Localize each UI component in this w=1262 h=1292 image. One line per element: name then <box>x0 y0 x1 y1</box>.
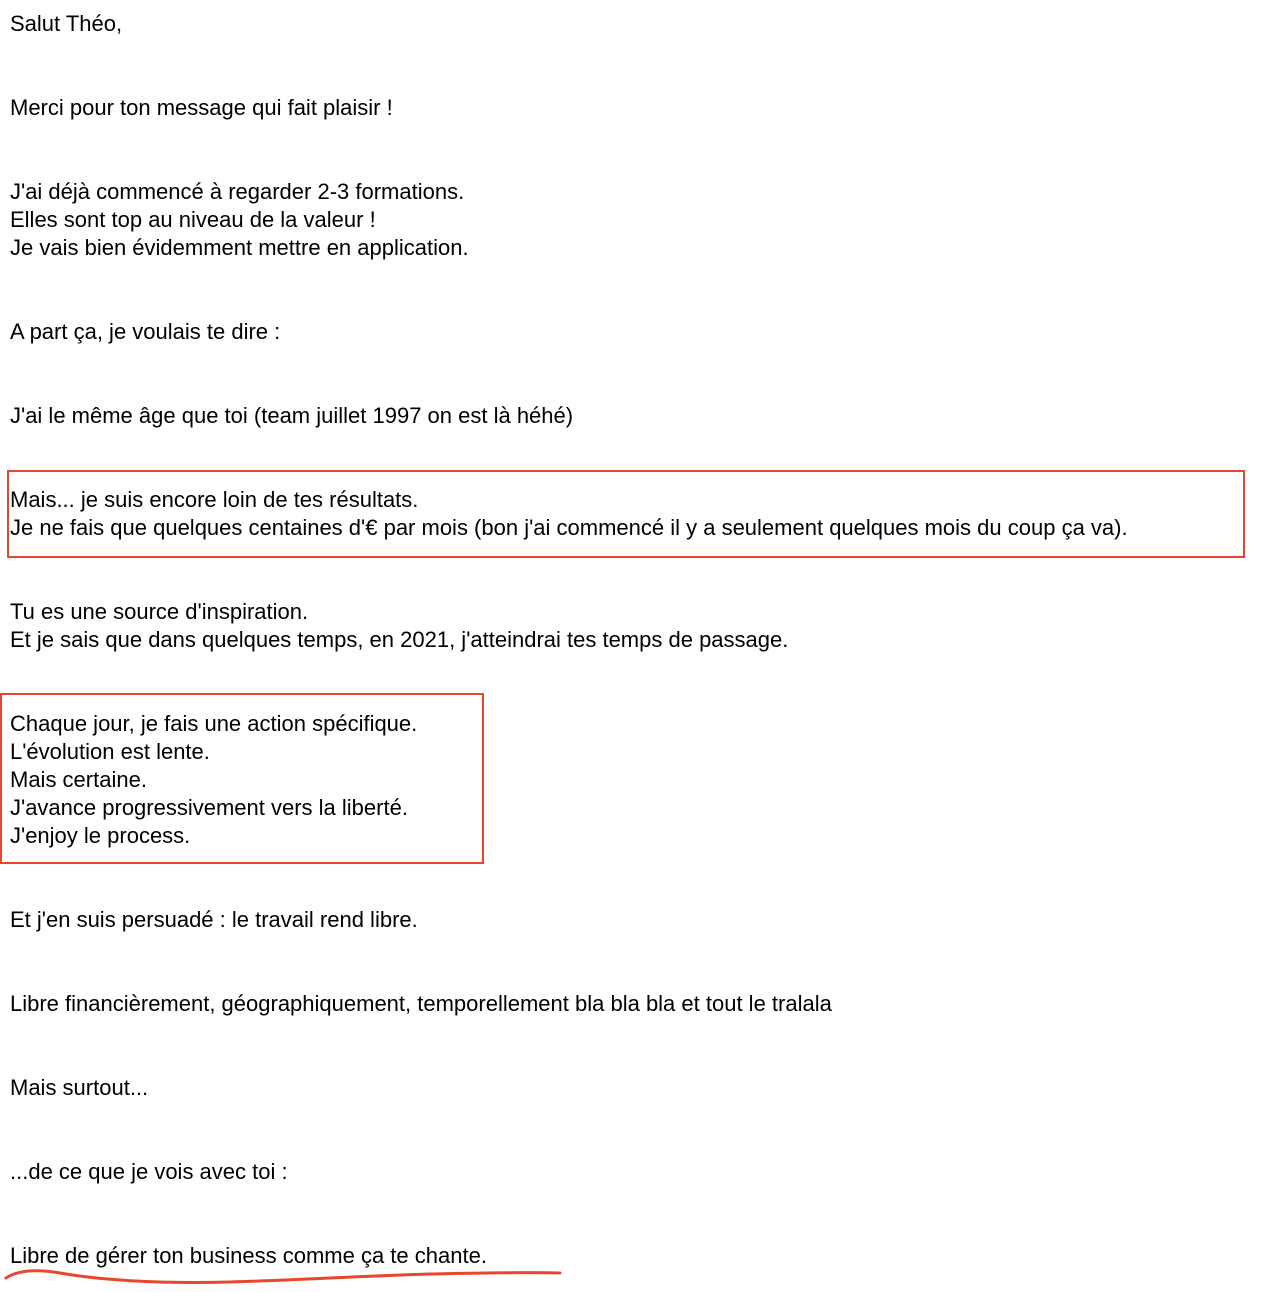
greeting-line: Salut Théo, <box>10 11 123 36</box>
highlighted-text-line: Mais... je suis encore loin de tes résultats. <box>10 487 419 512</box>
highlighted-text-line: J'enjoy le process. <box>10 823 191 848</box>
text-line: Merci pour ton message qui fait plaisir ! <box>10 95 393 120</box>
text-line: Mais surtout... <box>10 1075 149 1100</box>
text-line: A part ça, je voulais te dire : <box>10 319 281 344</box>
highlighted-text-line: L'évolution est lente. <box>10 739 210 764</box>
highlighted-text-line: Je ne fais que quelques centaines d'€ par mois (bon j'ai commencé il y a seulement quelques mois du coup ça va). <box>10 515 1128 540</box>
text-line: J'ai le même âge que toi (team juillet 1997 on est là héhé) <box>10 403 574 428</box>
text-line: Tu es une source d'inspiration. <box>10 599 309 624</box>
text-line: ...de ce que je vois avec toi : <box>10 1159 288 1184</box>
highlighted-text-line: Chaque jour, je fais une action spécifique. <box>10 711 418 736</box>
text-line: Je vais bien évidemment mettre en application. <box>10 235 469 260</box>
hand-drawn-underline <box>0 1262 600 1292</box>
text-line: Elles sont top au niveau de la valeur ! <box>10 207 376 232</box>
text-line: J'ai déjà commencé à regarder 2-3 formations. <box>10 179 465 204</box>
text-line: Et je sais que dans quelques temps, en 2021, j'atteindrai tes temps de passage. <box>10 627 789 652</box>
highlighted-text-line: J'avance progressivement vers la liberté. <box>10 795 408 820</box>
underlined-text-line: Libre de gérer ton business comme ça te chante. <box>10 1243 487 1268</box>
text-line: Libre financièrement, géographiquement, temporellement bla bla bla et tout le tralala <box>10 991 832 1016</box>
text-line: Et j'en suis persuadé : le travail rend libre. <box>10 907 418 932</box>
highlighted-text-line: Mais certaine. <box>10 767 147 792</box>
